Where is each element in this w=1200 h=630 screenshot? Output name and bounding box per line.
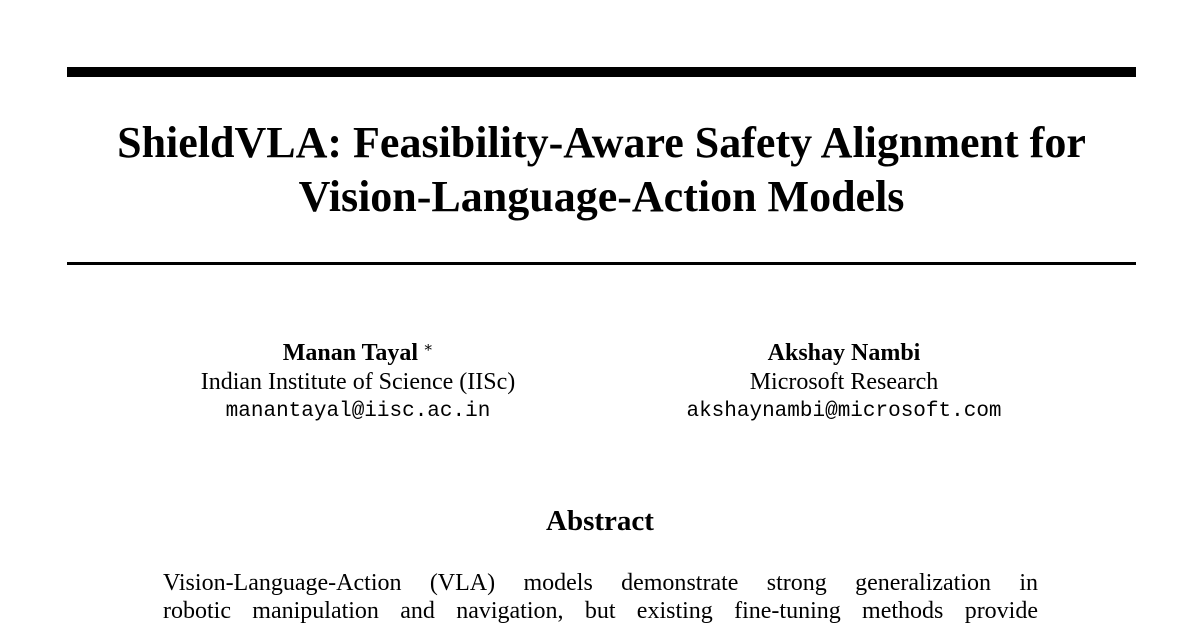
author-block-1 [128,339,588,427]
author-affiliation-1: Indian Institute of Science (IISc) [200,369,516,395]
author-footnote-marker: ∗ [423,340,434,356]
abstract-line-1: Vision-Language-Action (VLA) models demonstrate strong generalization in [163,570,1038,596]
author-name-2: Akshay Nambi [767,340,921,366]
author-affiliation-2: Microsoft Research [749,369,939,395]
author-email-1: manantayal@iisc.ac.in [225,400,491,423]
paper-title-line-2: Vision-Language-Action Models [298,172,905,221]
abstract-heading: Abstract [546,505,654,537]
author-name-1 [128,339,588,368]
top-rule [67,67,1136,77]
author-name-1-text: Manan Tayal [282,340,419,366]
author-email-2: akshaynambi@microsoft.com [686,400,1002,423]
author-block-2 [614,339,1074,427]
abstract-body [163,569,1038,625]
abstract-line-2: robotic manipulation and navigation, but existing fine-tuning methods provide [163,598,1038,624]
paper-title-line-1: ShieldVLA: Feasibility-Aware Safety Alignment for [117,118,1086,167]
title-bottom-rule [67,262,1136,265]
paper-title [67,116,1136,224]
